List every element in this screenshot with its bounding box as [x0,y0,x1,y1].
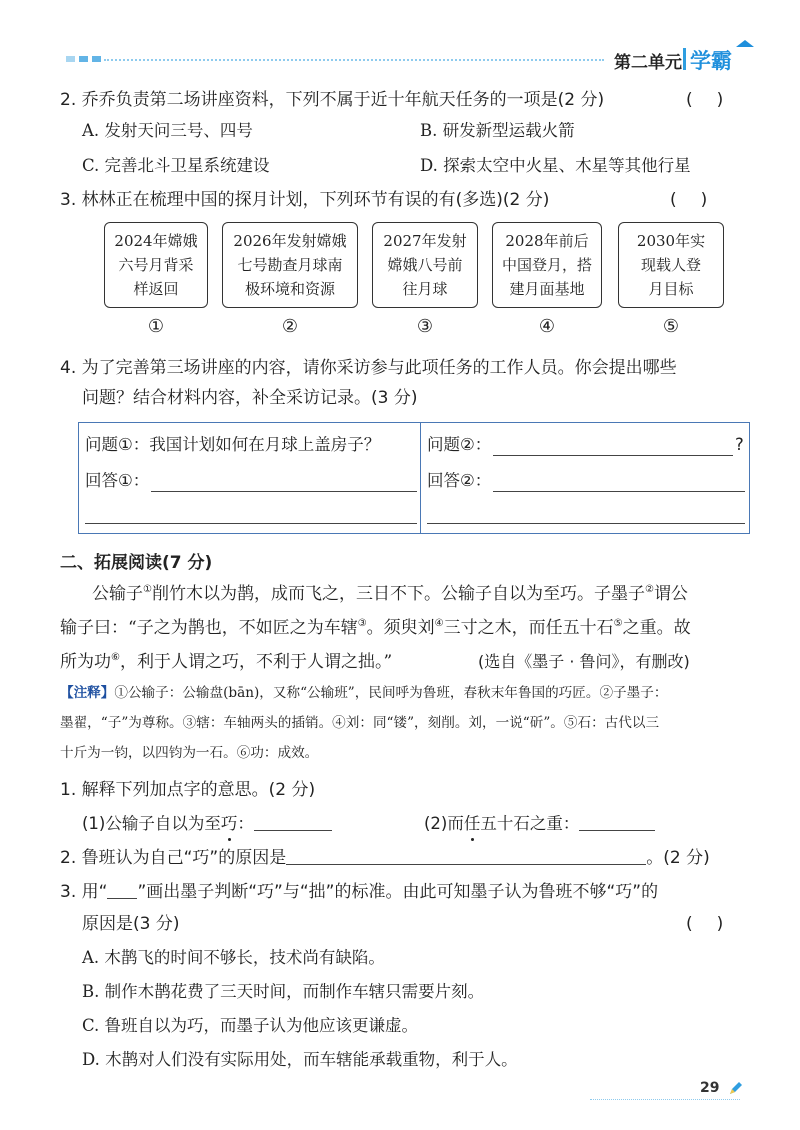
s2-q3-line2: 原因是(3 分) [82,914,180,934]
passage-line-1: 公输子①削竹木以为鹊，成而飞之，三日不下。公输子自以为至巧。子墨子②谓公 [92,584,688,604]
answer-2-blank-2[interactable] [427,523,745,524]
s2-q1-sub2: (2)而任五十石之重： [424,812,655,836]
passage-line-3: 所为功⑥，利于人谓之巧，不利于人谓之拙。” [60,652,393,672]
pencil-icon [728,1080,744,1096]
plan-box-1: 2024年嫦娥 六号月背采 样返回 [104,222,208,308]
q2-answer-paren[interactable]: () [686,90,748,110]
s2-q3-option-b[interactable]: B. 制作木鹊花费了三天时间，而制作车辖只需要片刻。 [82,982,485,1001]
table-divider [420,423,421,533]
notes-line-3: 十斤为一钧，以四钧为一石。⑥功：成效。 [60,745,319,761]
passage-line-2: 输子曰：“子之为鹊也，不如匠之为车辖③。须臾刘④三寸之木，而任五十石⑤之重。故 [60,618,691,638]
plan-number-4: ④ [538,316,556,337]
s2-q2-blank[interactable] [286,848,646,865]
notes-line-1: 【注释】①公输子：公输盘(bān)，又称“公输班”，民间呼为鲁班，春秋末年鲁国的巧匠。②子墨子： [60,685,668,701]
brand-logo: 学霸 [690,49,732,73]
answer-2-label: 回答②： [427,471,492,490]
s2-q1-blank-2[interactable] [579,814,655,831]
q2-stem: 2. 乔乔负责第二场讲座资料，下列不属于近十年航天任务的一项是(2 分) [60,90,605,110]
notes-line-2: 墨翟，“子”为尊称。③辖：车轴两头的插销。④刘：同“镂”，刻削。刘，一说“斫”。⑤石：古代以三 [60,715,660,731]
s2-q3-mark-blank[interactable] [107,882,137,899]
s2-q3-option-c[interactable]: C. 鲁班自以为巧，而墨子认为他应该更谦虚。 [82,1016,419,1035]
plan-box-5: 2030年实 现载人登 月目标 [618,222,724,308]
q2-option-c[interactable]: C. 完善北斗卫星系统建设 [82,156,270,175]
question-2-blank[interactable] [493,455,733,456]
question-2-end: ? [735,435,744,454]
plan-box-3: 2027年发射 嫦娥八号前 往月球 [372,222,478,308]
s2-q3-option-a[interactable]: A. 木鹊飞的时间不够长，技术尚有缺陷。 [82,948,385,967]
s2-q3-option-d[interactable]: D. 木鹊对人们没有实际用处，而车辖能承载重物，利于人。 [82,1050,518,1069]
page-number: 29 [700,1080,720,1096]
plan-number-1: ① [147,316,165,337]
plan-number-5: ⑤ [662,316,680,337]
passage-source: (选自《墨子 · 鲁问》，有删改) [478,652,690,671]
question-1: 问题①：我国计划如何在月球上盖房子？ [85,435,381,454]
q2-option-b[interactable]: B. 研发新型运载火箭 [420,121,575,140]
header-rule [104,59,604,61]
s2-q1-sub1: (1)公输子自以为至巧： [82,812,332,836]
graduation-cap-icon [736,40,754,47]
s2-q1-stem: 1. 解释下列加点字的意思。(2 分) [60,780,316,800]
question-2-label: 问题②： [427,435,492,454]
s2-q1-blank-1[interactable] [254,814,332,831]
q4-stem-line1: 4. 为了完善第三场讲座的内容，请你采访参与此项任务的工作人员。你会提出哪些 [60,358,677,378]
s2-q3-line1: 3. 用“ ”画出墨子判断“巧”与“拙”的标准。由此可知墨子认为鲁班不够“巧”的 [60,882,659,902]
s2-q3-answer-paren[interactable]: () [686,914,748,934]
q4-stem-line2: 问题？结合材料内容，补全采访记录。(3 分) [82,388,418,408]
footer-rule [590,1099,740,1100]
plan-number-2: ② [281,316,299,337]
plan-box-2: 2026年发射嫦娥 七号勘查月球南 极环境和资源 [222,222,358,308]
q2-option-d[interactable]: D. 探索太空中火星、木星等其他行星 [420,156,691,175]
plan-number-3: ③ [416,316,434,337]
s2-q2-stem: 2. 鲁班认为自己“巧”的原因是 。(2 分) [60,848,710,868]
q3-answer-paren[interactable]: () [670,190,732,210]
plan-box-4: 2028年前后 中国登月，搭 建月面基地 [492,222,602,308]
answer-1-blank-2[interactable] [85,523,417,524]
q3-stem: 3. 林林正在梳理中国的探月计划，下列环节有误的有(多选)(2 分) [60,190,550,210]
answer-2-blank[interactable] [493,491,745,492]
answer-1-blank[interactable] [151,491,417,492]
header-decoration [66,56,101,62]
interview-table [78,422,750,534]
q2-option-a[interactable]: A. 发射天问三号、四号 [82,121,253,140]
answer-1-label: 回答①： [85,471,150,490]
section-2-title: 二、拓展阅读(7 分) [60,553,213,573]
header-divider [683,48,686,70]
unit-title: 第二单元 [614,53,682,73]
